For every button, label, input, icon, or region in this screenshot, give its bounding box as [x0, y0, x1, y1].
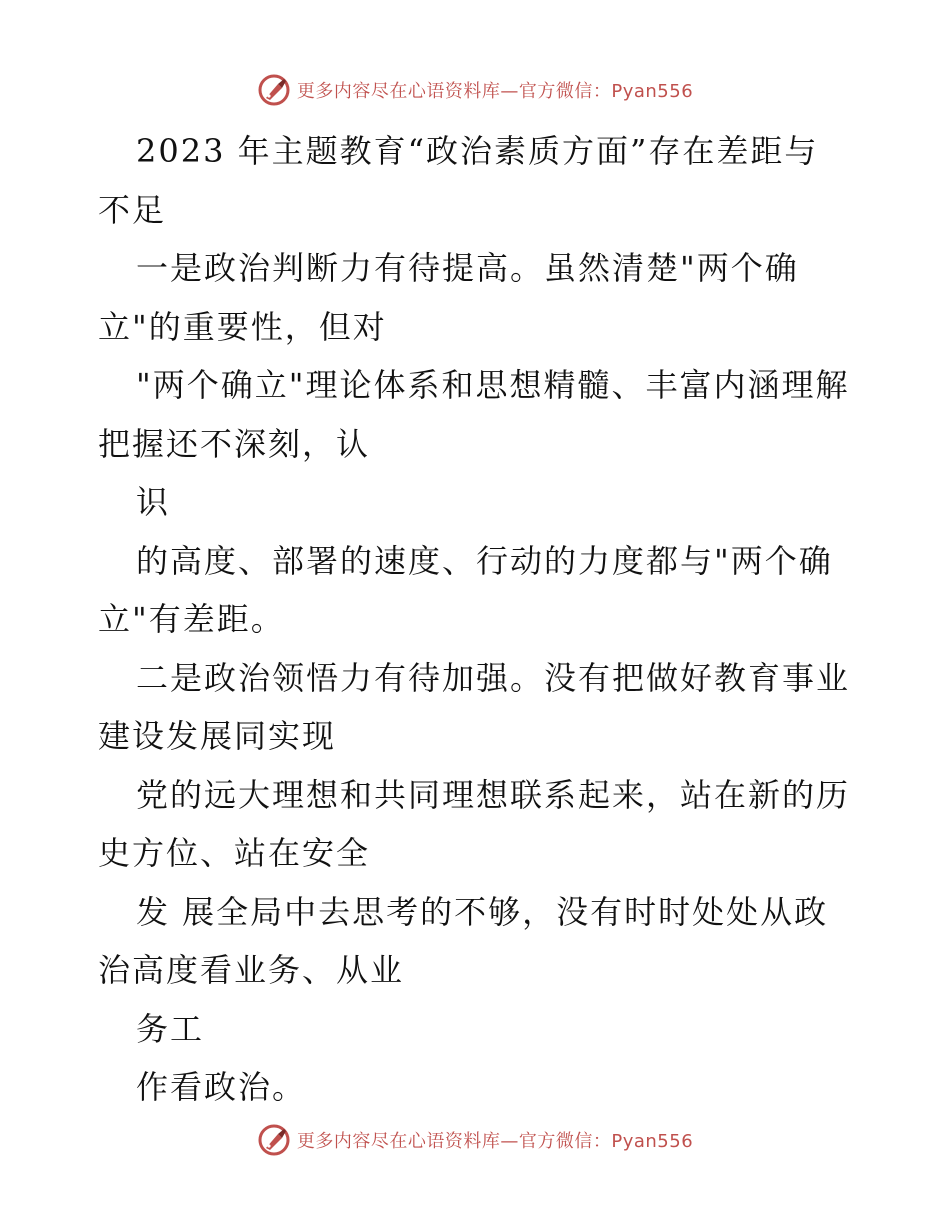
text-line: "两个确立"理论体系和思想精髓、丰富内涵理解: [136, 366, 850, 404]
text-line: 把握还不深刻，认: [98, 424, 371, 463]
header-banner: [0, 70, 950, 110]
text-line: 2023 年主题教育“政治素质方面”存在差距与: [136, 132, 819, 170]
pen-nib-logo-icon: [257, 1123, 291, 1157]
text-line: 治高度看业务、从业: [98, 951, 405, 989]
text-line: 建设发展同实现: [98, 717, 337, 755]
text-line: 立"有差距。: [98, 600, 285, 638]
text-line: 二是政治领悟力有待加强。没有把做好教育事业: [136, 658, 851, 697]
text-line: 作看政治。: [136, 1068, 307, 1106]
text-line: 务工: [136, 1009, 205, 1048]
banner-text: 更多内容尽在心语资料库—官方微信：Pyan556: [296, 81, 694, 102]
text-line: 一是政治判断力有待提高。虽然清楚"两个确: [136, 249, 799, 287]
banner-text: 更多内容尽在心语资料库—官方微信：Pyan556: [296, 1131, 694, 1152]
text-line: 立"的重要性，但对: [98, 307, 387, 346]
text-line: 党的远大理想和共同理想联系起来，站在新的历: [136, 775, 851, 814]
document-body: [98, 122, 858, 1117]
text-line: 发 展全局中去思考的不够，没有时时处处从政: [136, 892, 829, 931]
footer-banner: [0, 1120, 950, 1160]
text-line: 识: [136, 483, 171, 521]
text-line: 史方位、站在安全: [98, 834, 371, 872]
text-line: 的高度、部署的速度、行动的力度都与"两个确: [136, 541, 833, 580]
pen-nib-logo-icon: [257, 73, 291, 107]
text-line: 不足: [98, 190, 167, 229]
